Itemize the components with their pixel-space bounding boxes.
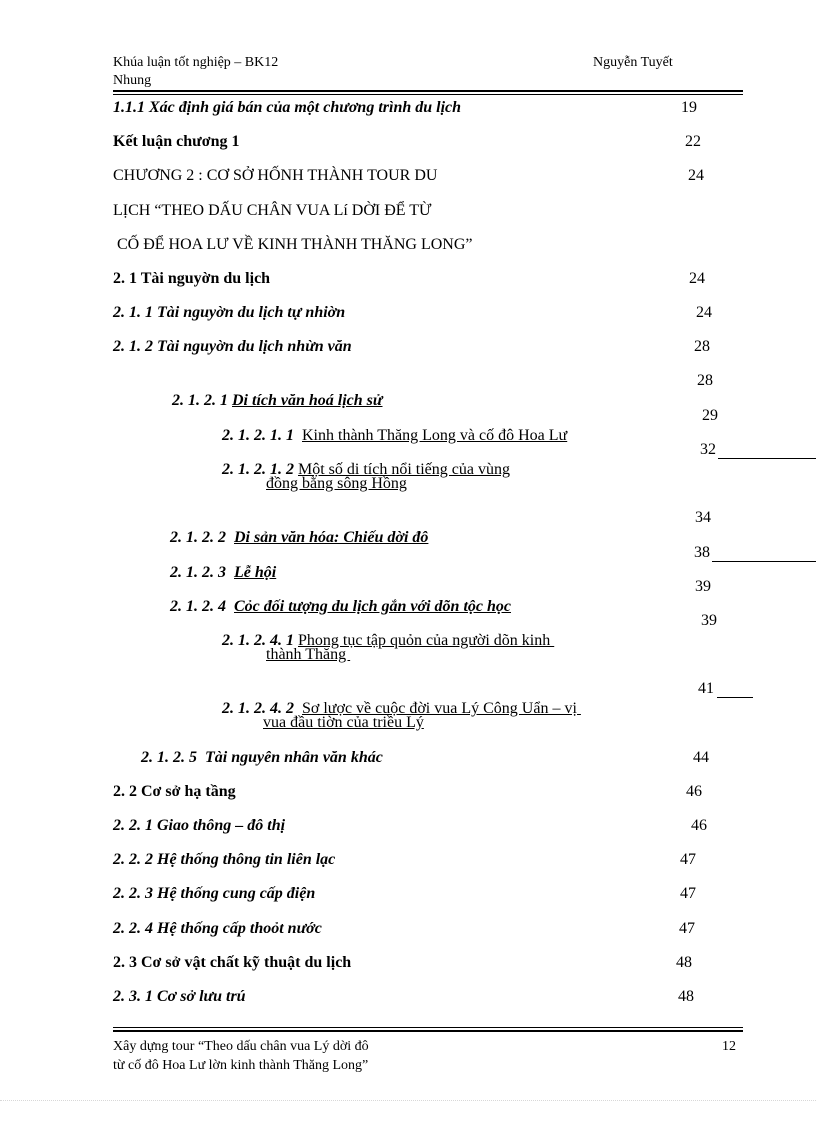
toc-entry-page: 47 [680, 885, 696, 902]
toc-entry [0, 949, 816, 977]
toc-entry [0, 846, 816, 874]
toc-entry [0, 983, 816, 1011]
toc-entry-page: 24 [696, 304, 712, 321]
toc-entry-number: 2. 1. 2. 1. 1 [222, 427, 302, 444]
toc-entry [0, 402, 816, 444]
toc-entry-number: 2. 1. 2. 2 [170, 529, 234, 546]
toc-entry-page: 41 [698, 680, 714, 697]
toc-entry-title: 2. 3. 1 Cơ sở lưu trú [113, 988, 246, 1005]
toc-entry-title: Sơ lược về cuộc đời vua Lý Công Uẩn – vị [302, 700, 581, 717]
toc-entry-page: 48 [676, 954, 692, 971]
toc-entry-title: vua đầu tiờn của triều Lý [263, 714, 424, 731]
toc-entry [0, 197, 816, 225]
toc-entry-number: 2. 1. 2. 4. 2 [222, 700, 302, 717]
toc-entry-page: 47 [679, 920, 695, 937]
toc-entry-title: 2. 1. 2. 5 Tài nguyên nhân văn khác [141, 749, 383, 766]
trailing-underline [718, 458, 816, 459]
toc-entry-title: CHƯƠNG 2 : CƠ SỞ HỐNH THÀNH TOUR DU [113, 167, 438, 184]
trailing-underline [712, 561, 816, 562]
toc-entry-title: Kết luận chương 1 [113, 133, 240, 150]
toc-entry-page: 44 [693, 749, 709, 766]
toc-entry-page: 28 [697, 372, 713, 389]
toc-entry-title: CỐ ĐỂ HOA LƯ VỀ KINH THÀNH THĂNG LONG” [113, 236, 473, 253]
toc-entry [0, 880, 816, 908]
toc-entry-title: Di tích văn hoá lịch sử [232, 392, 383, 409]
toc-entry-title: LỊCH “THEO DẤU CHÂN VUA Lí DỜI ĐỂ TỪ [113, 202, 432, 219]
toc-entry [0, 812, 816, 840]
trailing-underline [717, 697, 753, 698]
toc-entry [0, 333, 816, 361]
toc-entry-title: 2. 2. 2 Hệ thống thông tin liên lạc [113, 851, 336, 868]
toc-entry-continuation [0, 470, 816, 498]
toc-entry-page: 34 [695, 509, 711, 526]
toc-entry-title: 2. 2 Cơ sở hạ tầng [113, 783, 236, 800]
footer-rule-thin [113, 1027, 743, 1028]
footer-page-number: 12 [722, 1039, 736, 1054]
toc-entry-title: 2. 3 Cơ sở vật chất kỹ thuật du lịch [113, 954, 352, 971]
toc-entry-title: Cỏc đối tượng du lịch gắn với dõn tộc học [234, 598, 511, 615]
toc-entry-page: 19 [681, 99, 697, 116]
toc-entry-title: 2. 1. 1 Tài nguyờn du lịch tự nhiờn [113, 304, 346, 321]
toc-entry [0, 128, 816, 156]
toc-entry-page: 47 [680, 851, 696, 868]
toc-entry-page: 46 [686, 783, 702, 800]
toc-entry-page: 39 [695, 578, 711, 595]
toc-entry [0, 607, 816, 649]
header-author-continuation: Nhung [113, 73, 152, 88]
toc-entry-continuation [0, 641, 816, 669]
header-thesis-title: Khúa luận tốt nghiệp – BK12 [113, 55, 279, 70]
toc-entry [0, 367, 816, 409]
toc-entry [0, 744, 816, 772]
toc-entry-page: 38 [694, 544, 710, 561]
header-author: Nguyễn Tuyết [593, 55, 673, 70]
toc-entry-page: 46 [691, 817, 707, 834]
toc-entry-title: Phong tục tập quỏn của người dõn kinh [298, 632, 555, 649]
toc-entry-title: Một số di tích nổi tiếng của vùng [298, 461, 510, 478]
toc-entry-page: 24 [688, 167, 704, 184]
toc-entry-number: 2. 1. 2. 4 [170, 598, 234, 615]
toc-entry [0, 231, 816, 259]
toc-entry-page: 32 [700, 441, 716, 458]
toc-entry-title: 2. 1 Tài nguyờn du lịch [113, 270, 271, 287]
toc-entry-title: Lễ hội [234, 564, 277, 581]
toc-entry [0, 573, 816, 615]
toc-entry-page: 24 [689, 270, 705, 287]
toc-entry-title: 2. 2. 3 Hệ thống cung cấp điện [113, 885, 316, 902]
toc-entry-title: Kinh thành Thăng Long và cố đô Hoa Lư [302, 427, 568, 444]
toc-entry-number: 2. 1. 2. 1. 2 [222, 461, 298, 478]
toc-entry-page: 22 [685, 133, 701, 150]
toc-entry-number: 2. 1. 2. 4. 1 [222, 632, 298, 649]
toc-entry-number: 2. 1. 2. 1 [172, 392, 232, 409]
toc-entry [0, 436, 816, 478]
toc-entry [0, 265, 816, 293]
footer-tour-title-line1: Xây dựng tour “Theo dấu chân vua Lý dời đô [113, 1039, 369, 1054]
toc-entry [0, 504, 816, 546]
toc-entry-title: 2. 2. 4 Hệ thống cấp thoỏt nước [113, 920, 322, 937]
page-boundary [0, 1100, 816, 1101]
header-rule-thick [113, 90, 743, 92]
toc-entry-title: đồng bằng sông Hồng [266, 475, 407, 492]
toc-entry-page: 48 [678, 988, 694, 1005]
toc-entry [0, 94, 816, 122]
toc-entry-page: 39 [701, 612, 717, 629]
toc-entry-number: 2. 1. 2. 3 [170, 564, 234, 581]
toc-entry-continuation [0, 709, 816, 737]
toc-entry [0, 915, 816, 943]
toc-entry [0, 675, 816, 717]
footer-tour-title-line2: từ cố đô Hoa Lư lờn kinh thành Thăng Long” [113, 1058, 369, 1073]
toc-entry-page: 29 [702, 407, 718, 424]
toc-entry-title: Di sản văn hóa: Chiếu dời đô [234, 529, 429, 546]
toc-entry-title: 2. 1. 2 Tài nguyờn du lịch nhừn văn [113, 338, 352, 355]
toc-entry [0, 299, 816, 327]
toc-entry-title: thành Thăng [266, 646, 351, 663]
footer-rule-thick [113, 1030, 743, 1032]
toc-entry-title: 1.1.1 Xác định giá bán của một chương trình du lịch [113, 99, 462, 116]
toc-entry [0, 778, 816, 806]
toc-entry-page: 28 [694, 338, 710, 355]
toc-entry [0, 539, 816, 581]
toc-entry [0, 162, 816, 190]
toc-entry-title: 2. 2. 1 Giao thông – đô thị [113, 817, 286, 834]
